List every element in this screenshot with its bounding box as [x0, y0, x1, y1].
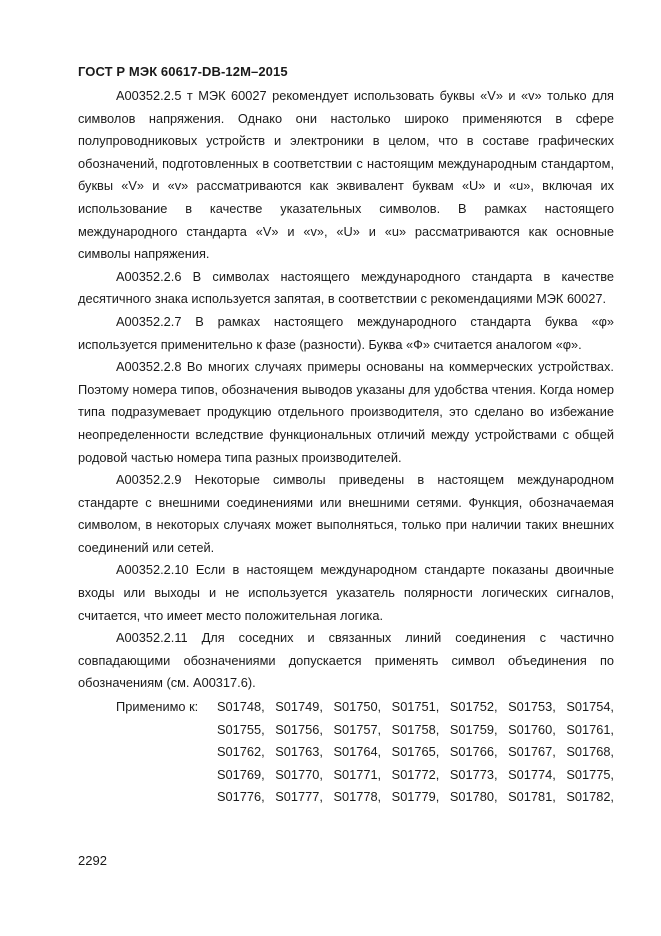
- symbol-code: S01763,: [275, 744, 323, 760]
- paragraph-a00352-2-11: А00352.2.11 Для соседних и связанных линий соединения с частично совпадающими обозначениями допускается применять символ объединения по обозначениям (см. А00317.6).: [78, 630, 614, 691]
- paragraph-a00352-2-8: А00352.2.8 Во многих случаях примеры основаны на коммерческих устройствах. Поэтому номера типов, обозначения выводов указаны для удобства чтения. Когда номер типа подразумевает продукцию отдельного производителя, это сделано во избежание неопределенности вследствие функциональных отличий между устройствами с общей родовой частью номера типа разных производителей.: [78, 359, 614, 465]
- symbol-code-row: [217, 741, 614, 764]
- symbol-code: S01778,: [333, 789, 382, 805]
- symbol-code: S01754,: [566, 699, 614, 715]
- symbol-code: S01758,: [391, 721, 440, 737]
- symbol-code: S01755,: [217, 721, 265, 737]
- standard-header: ГОСТ Р МЭК 60617-DB-12M–2015: [78, 64, 288, 79]
- symbol-code: S01756,: [275, 721, 323, 737]
- symbol-code: S01748,: [217, 699, 265, 715]
- paragraph-a00352-2-6: А00352.2.6 В символах настоящего международного стандарта в качестве десятичного знака используется запятая, в соответствии с рекомендациями МЭК 60027.: [78, 268, 614, 307]
- symbol-code: S01767,: [508, 744, 556, 760]
- paragraph-a00352-2-10: А00352.2.10 Если в настоящем международном стандарте показаны двоичные входы или выходы и не используется указатель полярности логических сигналов, считается, что имеет место положительная логика.: [78, 562, 614, 623]
- paragraph-a00352-2-7: А00352.2.7 В рамках настоящего международного стандарта буква «φ» используется применительно к фазе (разности). Буква «Ф» считается аналогом «φ».: [78, 313, 614, 352]
- symbol-code: S01762,: [217, 744, 265, 760]
- symbol-code: S01759,: [449, 721, 498, 737]
- symbol-code: S01752,: [449, 699, 498, 715]
- symbol-code: S01774,: [508, 766, 556, 782]
- symbol-code-row: [217, 764, 614, 787]
- symbol-code: S01769,: [217, 766, 265, 782]
- symbol-code: S01770,: [275, 766, 323, 782]
- symbol-code: S01768,: [566, 744, 614, 760]
- symbol-code: S01753,: [508, 699, 556, 715]
- symbol-code: S01766,: [449, 744, 498, 760]
- paragraph-a00352-2-5: А00352.2.5 т МЭК 60027 рекомендует использовать буквы «V» и «v» только для символов напряжения. Однако они настолько широко применяются в сфере полупроводниковых устройств и электроники в целом, что в составе графических обозначений, подготовленных в соответствии с настоящим международным стандартом, буквы «V» и «v» рассматриваются как эквивалент буквам «U» и «u», включая их использование в качестве указательных символов. В рамках настоящего международного стандарта «V» и «v», «U» и «u» рассматриваются как основные символы напряжения.: [78, 88, 614, 262]
- symbol-code: S01777,: [275, 789, 323, 805]
- symbol-code: S01749,: [275, 699, 323, 715]
- symbol-code: S01775,: [566, 766, 614, 782]
- symbol-code: S01765,: [391, 744, 440, 760]
- page-number: 2292: [78, 853, 107, 868]
- symbol-code: S01782,: [566, 789, 614, 805]
- document-body: [78, 85, 614, 811]
- symbol-code: S01764,: [333, 744, 382, 760]
- symbol-code: S01779,: [391, 789, 440, 805]
- symbol-code-row: [217, 696, 614, 719]
- symbol-code: S01781,: [508, 789, 556, 805]
- symbol-code: S01751,: [391, 699, 440, 715]
- applies-to-label: Применимо к:: [116, 699, 199, 715]
- symbol-code: S01760,: [508, 721, 556, 737]
- symbol-code-row: [217, 719, 614, 742]
- paragraph-a00352-2-9: А00352.2.9 Некоторые символы приведены в настоящем международном стандарте с внешними соединениями или внешними сетями. Функция, обозначаемая символом, в некоторых случаях может выполняться, только при наличии таких внешних соединений или сетей.: [78, 472, 614, 555]
- symbol-code: S01776,: [217, 789, 265, 805]
- symbol-code: S01780,: [449, 789, 498, 805]
- applies-to-block: [78, 696, 614, 811]
- symbol-code: S01757,: [333, 721, 382, 737]
- symbol-code-row: [217, 786, 614, 809]
- symbol-code: S01773,: [449, 766, 498, 782]
- symbol-code: S01761,: [566, 721, 614, 737]
- symbol-code: S01750,: [333, 699, 382, 715]
- symbol-code-list: [217, 696, 614, 809]
- symbol-code: S01772,: [391, 766, 440, 782]
- symbol-code: S01771,: [333, 766, 382, 782]
